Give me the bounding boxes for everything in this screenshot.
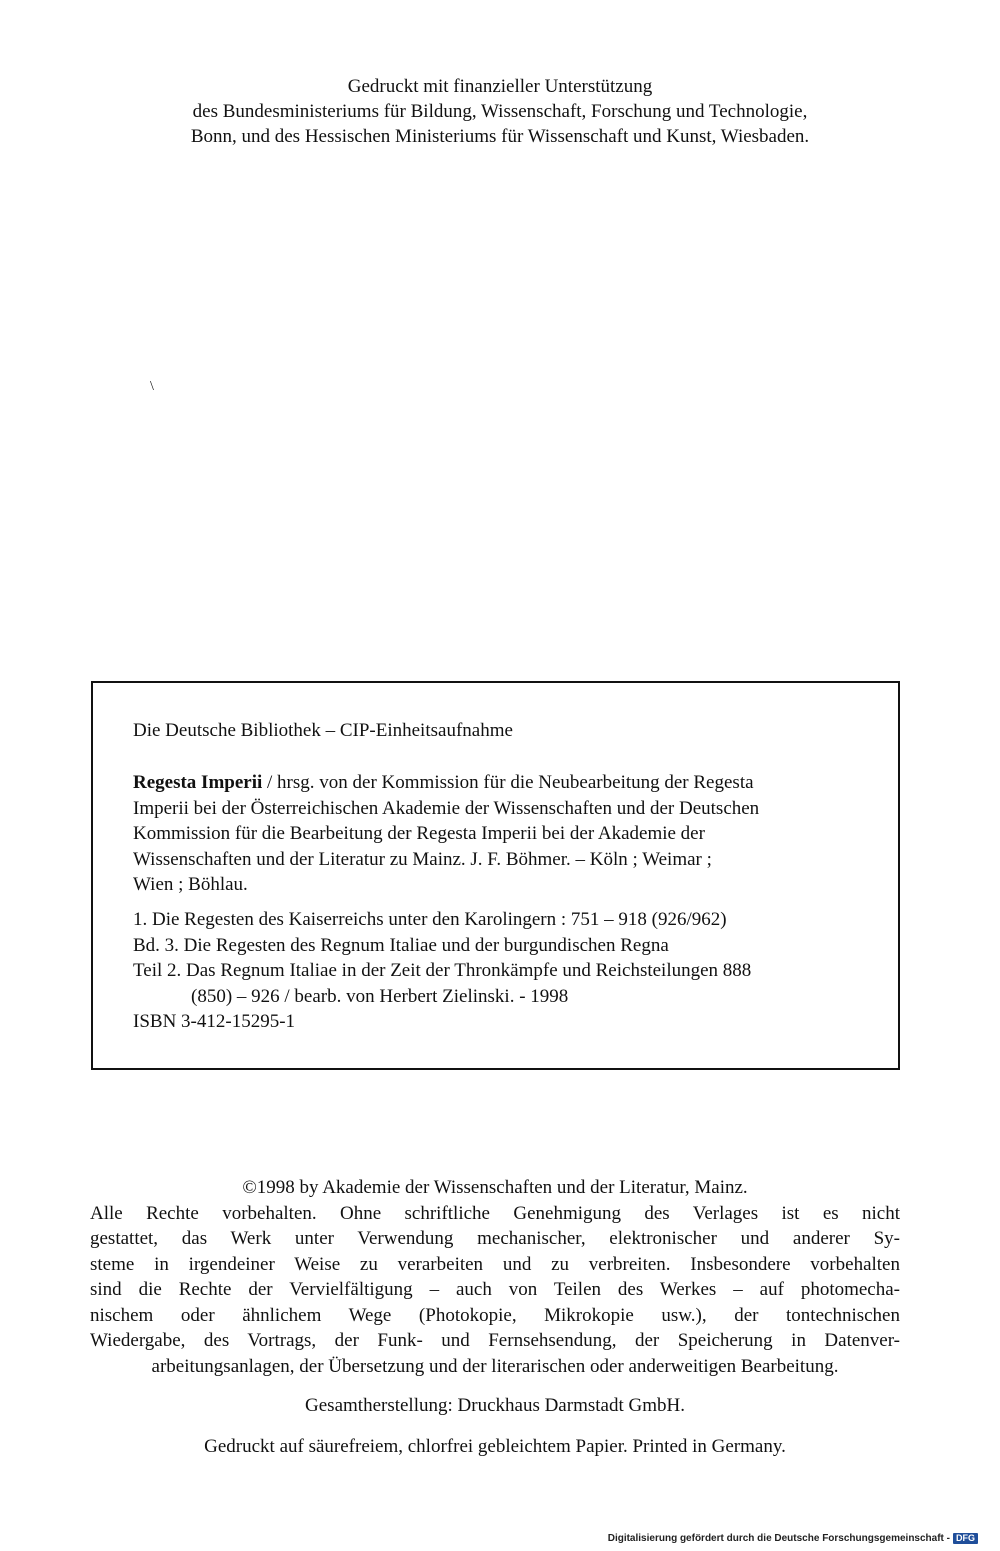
rights-line: Wiedergabe, des Vortrags, der Funk- und Fernsehsendung, der Speicherung in Datenver- — [90, 1330, 900, 1351]
cip-header: Die Deutsche Bibliothek – CIP-Einheitsaufnahme — [133, 720, 513, 741]
funding-note — [60, 74, 940, 149]
cip-series-line: Bd. 3. Die Regesten des Regnum Italiae und der burgundischen Regna — [133, 934, 669, 956]
cip-series-line: Teil 2. Das Regnum Italiae in der Zeit der Thronkämpfe und Reichsteilungen 888 — [133, 960, 752, 981]
cip-series-info — [133, 907, 873, 1035]
cip-bibliographic-record — [133, 770, 873, 898]
cip-series-line: (850) – 926 / bearb. von Herbert Zielinski. - 1998 — [191, 985, 569, 1007]
rights-line: Alle Rechte vorbehalten. Ohne schriftliche Genehmigung des Verlages ist es nicht — [90, 1202, 900, 1224]
cip-record-text: / hrsg. von der Kommission für die Neubearbeitung der Regesta — [262, 772, 754, 793]
printing-note: Gedruckt auf säurefreiem, chlorfrei gebleichtem Papier. Printed in Germany. — [204, 1436, 786, 1457]
footer-text: Digitalisierung gefördert durch die Deutsche Forschungsgemeinschaft - — [607, 1533, 950, 1545]
cip-series-line: 1. Die Regesten des Kaiserreichs unter den Karolingern : 751 – 918 (926/962) — [133, 909, 727, 930]
cip-isbn: ISBN 3-412-15295-1 — [133, 1011, 296, 1032]
cip-record-title: Regesta Imperii — [133, 772, 263, 793]
cip-record-line — [133, 770, 873, 796]
production-note: Gesamtherstellung: Druckhaus Darmstadt GmbH. — [305, 1395, 685, 1416]
rights-line: sind die Rechte der Vervielfältigung – auch von Teilen des Werkes – auf photomecha- — [90, 1279, 900, 1300]
copyright-notice — [90, 1175, 900, 1379]
digitization-footer — [608, 1533, 978, 1545]
cip-record-line: Kommission für die Bearbeitung der Regesta Imperii bei der Akademie der — [133, 823, 705, 844]
funding-line: Bonn, und des Hessischen Ministeriums für Wissenschaft und Kunst, Wiesbaden. — [190, 126, 810, 147]
rights-line: gestattet, das Werk unter Verwendung mechanischer, elektronischer und anderer Sy- — [90, 1228, 900, 1249]
dfg-logo-icon: DFG — [953, 1533, 978, 1544]
cip-record-line: Wien ; Böhlau. — [133, 874, 248, 895]
copyright-line: ©1998 by Akademie der Wissenschaften und der Literatur, Mainz. — [242, 1177, 748, 1198]
cip-record-line: Imperii bei der Österreichischen Akademie der Wissenschaften und der Deutschen — [133, 797, 760, 819]
cip-record-line: Wissenschaften und der Literatur zu Mainz. J. F. Böhmer. – Köln ; Weimar ; — [133, 848, 712, 870]
rights-line: arbeitungsanlagen, der Übersetzung und der literarischen oder anderweitigen Bearbeitung. — [151, 1355, 839, 1377]
funding-line: Gedruckt mit finanzieller Unterstützung — [347, 76, 653, 97]
cip-record-box — [91, 681, 900, 1070]
stray-mark: \ — [150, 379, 154, 394]
rights-line: nischem oder ähnlichem Wege (Photokopie, Mikrokopie usw.), der tontechnischen — [90, 1304, 900, 1326]
funding-line: des Bundesministeriums für Bildung, Wissenschaft, Forschung und Technologie, — [192, 101, 808, 122]
rights-line: steme in irgendeiner Weise zu verarbeiten und zu verbreiten. Insbesondere vorbehalten — [90, 1253, 900, 1275]
